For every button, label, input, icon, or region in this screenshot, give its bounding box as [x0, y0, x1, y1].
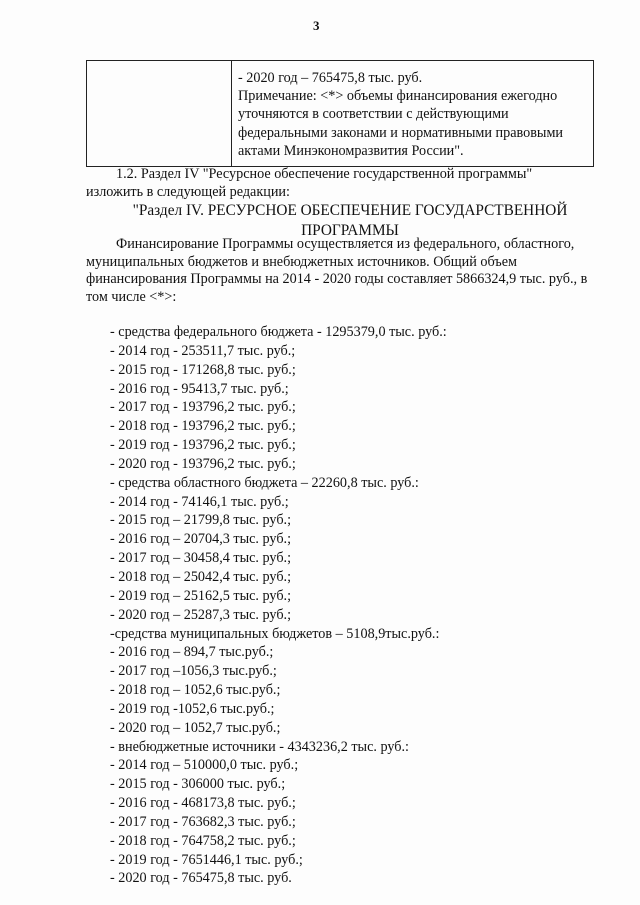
- funding-item: - 2018 год - 193796,2 тыс. руб.;: [110, 418, 296, 435]
- section-title-line: "Раздел IV. РЕСУРСНОЕ ОБЕСПЕЧЕНИЕ ГОСУДАРСТВЕННОЙ: [132, 202, 568, 219]
- funding-item: - 2017 год – 30458,4 тыс. руб.;: [110, 550, 292, 567]
- amendment-line: 1.2. Раздел IV "Ресурсное обеспечение государственной программы": [116, 166, 533, 182]
- funding-item: - 2020 год - 765475,8 тыс. руб.: [110, 870, 292, 887]
- table-line: - 2020 год – 765475,8 тыс. руб.: [238, 70, 423, 86]
- table-left-cell: [87, 61, 232, 166]
- funding-item: - 2014 год - 253511,7 тыс. руб.;: [110, 342, 296, 359]
- funding-item: - 2020 год – 1052,7 тыс.руб.;: [110, 719, 281, 736]
- intro-paragraph: [86, 236, 612, 306]
- funding-item: - 2016 год – 20704,3 тыс. руб.;: [110, 531, 292, 548]
- amendment-line: изложить в следующей редакции:: [86, 183, 290, 200]
- funding-item: - внебюджетные источники - 4343236,2 тыс. руб.:: [110, 738, 409, 755]
- funding-item: - 2016 год – 894,7 тыс.руб.;: [110, 644, 274, 661]
- funding-item: - 2019 год - 7651446,1 тыс. руб.;: [110, 851, 303, 868]
- funding-item: - 2018 год - 764758,2 тыс. руб.;: [110, 832, 296, 849]
- funding-item: - 2018 год – 1052,6 тыс.руб.;: [110, 682, 281, 699]
- funding-item: - 2018 год – 25042,4 тыс. руб.;: [110, 568, 292, 585]
- page-number: 3: [313, 18, 320, 33]
- funding-item: - 2019 год – 25162,5 тыс. руб.;: [110, 587, 292, 604]
- intro-line: муниципальных бюджетов и внебюджетных источников. Общий объем: [86, 253, 517, 270]
- funding-item: - средства областного бюджета – 22260,8 тыс. руб.:: [110, 474, 419, 491]
- section-title-line: ПРОГРАММЫ: [301, 221, 399, 239]
- table-line: уточняются в соответствии с действующими: [238, 106, 509, 123]
- funding-item: - средства федерального бюджета - 1295379,0 тыс. руб.:: [110, 324, 447, 340]
- table-line: актами Минэкономразвития России".: [238, 142, 464, 159]
- section-title: [100, 201, 600, 240]
- funding-item: - 2019 год - 193796,2 тыс. руб.;: [110, 437, 296, 454]
- funding-item: - 2020 год – 25287,3 тыс. руб.;: [110, 606, 292, 623]
- funding-list: [110, 323, 447, 888]
- funding-item: - 2020 год - 193796,2 тыс. руб.;: [110, 455, 296, 472]
- funding-item: - 2017 год - 193796,2 тыс. руб.;: [110, 399, 296, 416]
- table-line: Примечание: <*> объемы финансирования ежегодно: [238, 88, 558, 105]
- intro-line: финансирования Программы на 2014 - 2020 годы составляет 5866324,9 тыс. руб., в: [86, 271, 588, 287]
- funding-item: - 2015 год – 21799,8 тыс. руб.;: [110, 512, 292, 529]
- funding-item: - 2015 год - 171268,8 тыс. руб.;: [110, 361, 296, 378]
- table-line: федеральными законами и нормативными правовыми: [238, 124, 564, 141]
- funding-item: - 2019 год -1052,6 тыс.руб.;: [110, 700, 275, 717]
- table-right-cell: [232, 61, 593, 166]
- continuation-table: [86, 60, 594, 167]
- funding-item: - 2014 год - 74146,1 тыс. руб.;: [110, 493, 289, 510]
- intro-line: Финансирование Программы осуществляется из федерального, областного,: [116, 236, 575, 252]
- amendment-paragraph: [86, 166, 612, 201]
- funding-item: - 2016 год - 468173,8 тыс. руб.;: [110, 795, 296, 812]
- funding-item: - 2015 год - 306000 тыс. руб.;: [110, 776, 286, 793]
- funding-item: -средства муниципальных бюджетов – 5108,9тыс.руб.:: [110, 625, 440, 642]
- funding-item: - 2014 год – 510000,0 тыс. руб.;: [110, 757, 299, 774]
- funding-item: - 2016 год - 95413,7 тыс. руб.;: [110, 380, 289, 397]
- intro-line: том числе <*>:: [86, 288, 177, 305]
- funding-item: - 2017 год - 763682,3 тыс. руб.;: [110, 813, 296, 830]
- funding-item: - 2017 год –1056,3 тыс.руб.;: [110, 663, 277, 680]
